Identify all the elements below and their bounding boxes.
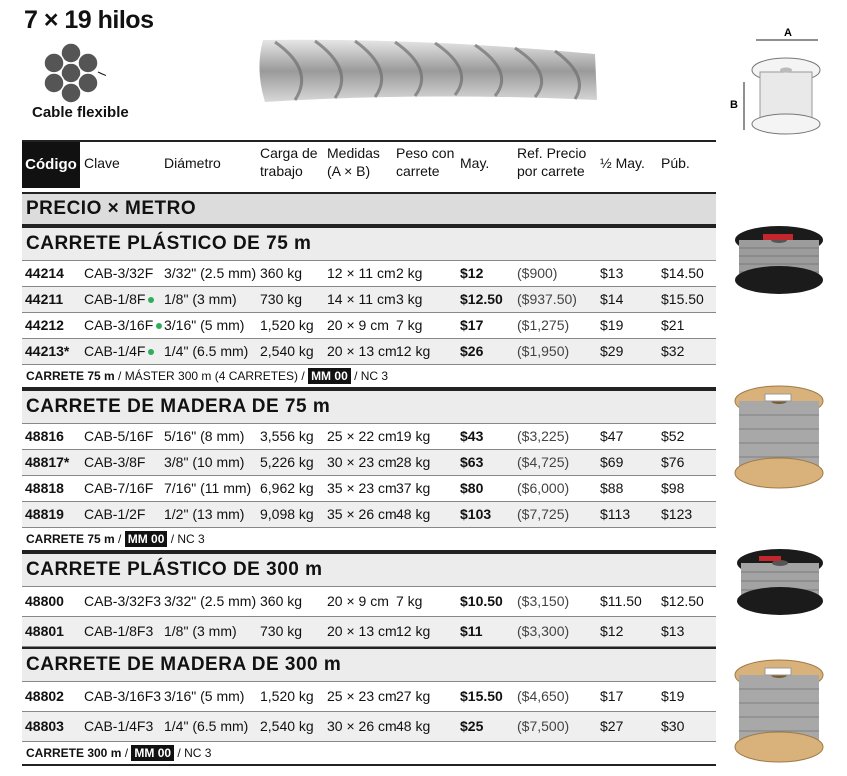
pub-price-cell: $13 — [661, 623, 685, 639]
col-may: May. — [460, 155, 490, 171]
peso-cell: 7 kg — [396, 593, 423, 609]
half-may-cell: $88 — [600, 480, 624, 496]
may-price-cell: $26 — [460, 343, 484, 359]
table-row — [22, 476, 716, 502]
wood-reel-300m-image — [733, 657, 825, 765]
carga-cell: 730 kg — [260, 291, 303, 307]
half-may-cell: $29 — [600, 343, 624, 359]
product-title: 7 × 19 hilos — [24, 6, 154, 34]
carga-cell: 730 kg — [260, 623, 303, 639]
ref-price-cell: ($937.50) — [517, 291, 577, 307]
peso-cell: 37 kg — [396, 480, 431, 496]
section-title: CARRETE PLÁSTICO DE 75 m — [22, 226, 716, 261]
pub-price-cell: $12.50 — [661, 593, 704, 609]
codigo-cell: 44213* — [25, 343, 70, 359]
mm-badge: MM 00 — [308, 368, 351, 384]
carga-cell: 360 kg — [260, 265, 303, 281]
ref-price-cell: ($3,225) — [517, 428, 570, 444]
svg-text:A: A — [784, 27, 792, 39]
medidas-cell: 30 × 23 cm — [327, 454, 397, 470]
carga-cell: 9,098 kg — [260, 506, 314, 522]
clave-cell: CAB-1/8F — [84, 287, 154, 312]
diametro-cell: 3/32" (2.5 mm) — [164, 593, 257, 609]
stock-dot-icon — [148, 297, 154, 303]
table-row — [22, 261, 716, 287]
ref-price-cell: ($900) — [517, 265, 558, 281]
half-may-cell: $11.50 — [600, 593, 642, 609]
strand-cross-section-icon — [36, 42, 106, 104]
medidas-cell: 14 × 11 cm — [327, 291, 396, 307]
medidas-cell: 20 × 9 cm — [327, 317, 389, 333]
carga-cell: 2,540 kg — [260, 343, 314, 359]
half-may-cell: $14 — [600, 291, 624, 307]
codigo-cell: 48803 — [25, 718, 64, 734]
may-price-cell: $15.50 — [460, 688, 503, 704]
mm-badge: MM 00 — [131, 745, 174, 761]
half-may-cell: $69 — [600, 454, 624, 470]
diametro-cell: 1/2" (13 mm) — [164, 506, 245, 522]
pub-price-cell: $19 — [661, 688, 685, 704]
half-may-cell: $17 — [600, 688, 624, 704]
medidas-cell: 20 × 9 cm — [327, 593, 389, 609]
may-price-cell: $10.50 — [460, 593, 503, 609]
codigo-cell: 48818 — [25, 480, 64, 496]
ref-price-cell: ($7,725) — [517, 506, 570, 522]
reel-dimensions-diagram — [726, 26, 828, 136]
medidas-cell: 20 × 13 cm — [327, 623, 397, 639]
diametro-cell: 1/8" (3 mm) — [164, 291, 237, 307]
pub-price-cell: $15.50 — [661, 291, 704, 307]
svg-text:B: B — [730, 99, 738, 111]
clave-cell: CAB-3/16F3 — [84, 688, 162, 704]
diametro-cell: 7/16" (11 mm) — [164, 480, 252, 496]
table-row — [22, 502, 716, 528]
peso-cell: 19 kg — [396, 428, 431, 444]
half-may-cell: $113 — [600, 506, 631, 522]
codigo-cell: 44212 — [25, 317, 64, 333]
ref-price-cell: ($1,950) — [517, 343, 570, 359]
table-row — [22, 339, 716, 365]
section-title: CARRETE DE MADERA DE 300 m — [22, 647, 716, 682]
ref-price-cell: ($3,150) — [517, 593, 570, 609]
table-row — [22, 682, 716, 712]
plastic-reel-300m-image — [735, 545, 825, 617]
carga-cell: 1,520 kg — [260, 317, 314, 333]
table-row — [22, 450, 716, 476]
wood-reel-75m-image — [733, 383, 825, 491]
table-row — [22, 287, 716, 313]
cable-type-label: Cable flexible — [32, 104, 129, 121]
col-medidas: Medidas (A × B) — [327, 145, 380, 179]
codigo-cell: 48801 — [25, 623, 64, 639]
medidas-cell: 12 × 11 cm — [327, 265, 396, 281]
col-codigo: Código — [22, 142, 80, 188]
pub-price-cell: $98 — [661, 480, 685, 496]
pub-price-cell: $30 — [661, 718, 685, 734]
codigo-cell: 48819 — [25, 506, 64, 522]
diametro-cell: 3/16" (5 mm) — [164, 688, 245, 704]
may-price-cell: $25 — [460, 718, 484, 734]
clave-cell: CAB-1/4F — [84, 339, 154, 364]
half-may-cell: $47 — [600, 428, 624, 444]
section-footnote: CARRETE 300 m / MM 00 / NC 3 — [22, 742, 716, 766]
codigo-cell: 48802 — [25, 688, 64, 704]
carga-cell: 1,520 kg — [260, 688, 314, 704]
clave-cell: CAB-1/4F3 — [84, 718, 154, 734]
codigo-cell: 48800 — [25, 593, 64, 609]
half-may-cell: $13 — [600, 265, 624, 281]
table-row — [22, 424, 716, 450]
ref-price-cell: ($6,000) — [517, 480, 570, 496]
peso-cell: 12 kg — [396, 623, 431, 639]
col-ref: Ref. Precio por carrete — [517, 145, 587, 179]
codigo-cell: 44211 — [25, 291, 64, 307]
medidas-cell: 35 × 26 cm — [327, 506, 397, 522]
medidas-cell: 25 × 22 cm — [327, 428, 397, 444]
half-may-cell: $19 — [600, 317, 624, 333]
clave-cell: CAB-1/8F3 — [84, 623, 154, 639]
col-diametro: Diámetro — [164, 155, 221, 171]
may-price-cell: $12.50 — [460, 291, 503, 307]
section-title: CARRETE DE MADERA DE 75 m — [22, 389, 716, 424]
col-carga: Carga de trabajo — [260, 145, 318, 179]
diametro-cell: 3/16" (5 mm) — [164, 317, 245, 333]
pub-price-cell: $14.50 — [661, 265, 704, 281]
diametro-cell: 3/32" (2.5 mm) — [164, 265, 257, 281]
codigo-cell: 48817* — [25, 454, 70, 470]
table-body — [22, 226, 716, 766]
may-price-cell: $12 — [460, 265, 484, 281]
may-price-cell: $11 — [460, 623, 483, 639]
peso-cell: 12 kg — [396, 343, 431, 359]
table-header — [22, 140, 716, 194]
section-footnote: CARRETE 75 m / MM 00 / NC 3 — [22, 528, 716, 552]
table-row — [22, 313, 716, 339]
peso-cell: 2 kg — [396, 265, 423, 281]
diametro-cell: 1/4" (6.5 mm) — [164, 343, 249, 359]
col-pub: Púb. — [661, 155, 690, 171]
clave-cell: CAB-7/16F — [84, 480, 154, 496]
stock-dot-icon — [156, 323, 162, 329]
clave-cell: CAB-3/32F — [84, 265, 154, 281]
price-table — [22, 140, 716, 766]
ref-price-cell: ($4,650) — [517, 688, 570, 704]
ref-price-cell: ($1,275) — [517, 317, 570, 333]
may-price-cell: $103 — [460, 506, 492, 522]
peso-cell: 27 kg — [396, 688, 431, 704]
medidas-cell: 20 × 13 cm — [327, 343, 397, 359]
col-peso: Peso con carrete — [396, 145, 455, 179]
may-price-cell: $63 — [460, 454, 484, 470]
pub-price-cell: $21 — [661, 317, 685, 333]
ref-price-cell: ($7,500) — [517, 718, 570, 734]
stock-dot-icon — [148, 349, 154, 355]
clave-cell: CAB-1/2F — [84, 506, 146, 522]
plastic-reel-75m-image — [733, 222, 825, 296]
medidas-cell: 25 × 23 cm — [327, 688, 397, 704]
clave-cell: CAB-3/32F3 — [84, 593, 162, 609]
col-half-may: ½ May. — [600, 155, 645, 171]
peso-cell: 48 kg — [396, 506, 431, 522]
medidas-cell: 35 × 23 cm — [327, 480, 397, 496]
table-row — [22, 617, 716, 647]
carga-cell: 5,226 kg — [260, 454, 314, 470]
section-footnote: CARRETE 75 m / MÁSTER 300 m (4 CARRETES) / MM 00 / NC 3 — [22, 365, 716, 389]
pub-price-cell: $32 — [661, 343, 685, 359]
carga-cell: 6,962 kg — [260, 480, 314, 496]
carga-cell: 3,556 kg — [260, 428, 314, 444]
carga-cell: 2,540 kg — [260, 718, 314, 734]
diametro-cell: 5/16" (8 mm) — [164, 428, 245, 444]
diametro-cell: 1/8" (3 mm) — [164, 623, 237, 639]
ref-price-cell: ($4,725) — [517, 454, 570, 470]
clave-cell: CAB-3/8F — [84, 454, 146, 470]
pub-price-cell: $123 — [661, 506, 693, 522]
half-may-cell: $12 — [600, 623, 624, 639]
clave-cell: CAB-3/16F — [84, 313, 162, 338]
may-price-cell: $43 — [460, 428, 484, 444]
may-price-cell: $17 — [460, 317, 484, 333]
col-clave: Clave — [84, 155, 120, 171]
peso-cell: 48 kg — [396, 718, 431, 734]
clave-cell: CAB-5/16F — [84, 428, 154, 444]
codigo-cell: 44214 — [25, 265, 64, 281]
pub-price-cell: $52 — [661, 428, 685, 444]
ref-price-cell: ($3,300) — [517, 623, 570, 639]
carga-cell: 360 kg — [260, 593, 303, 609]
peso-cell: 28 kg — [396, 454, 431, 470]
table-row — [22, 712, 716, 742]
peso-cell: 7 kg — [396, 317, 423, 333]
pub-price-cell: $76 — [661, 454, 685, 470]
table-row — [22, 587, 716, 617]
codigo-cell: 48816 — [25, 428, 64, 444]
diametro-cell: 3/8" (10 mm) — [164, 454, 245, 470]
steel-cable-image — [255, 30, 600, 108]
mm-badge: MM 00 — [125, 531, 168, 547]
peso-cell: 3 kg — [396, 291, 423, 307]
diametro-cell: 1/4" (6.5 mm) — [164, 718, 249, 734]
medidas-cell: 30 × 26 cm — [327, 718, 397, 734]
may-price-cell: $80 — [460, 480, 484, 496]
half-may-cell: $27 — [600, 718, 624, 734]
price-unit-bar: PRECIO × METRO — [22, 194, 716, 226]
section-title: CARRETE PLÁSTICO DE 300 m — [22, 552, 716, 587]
